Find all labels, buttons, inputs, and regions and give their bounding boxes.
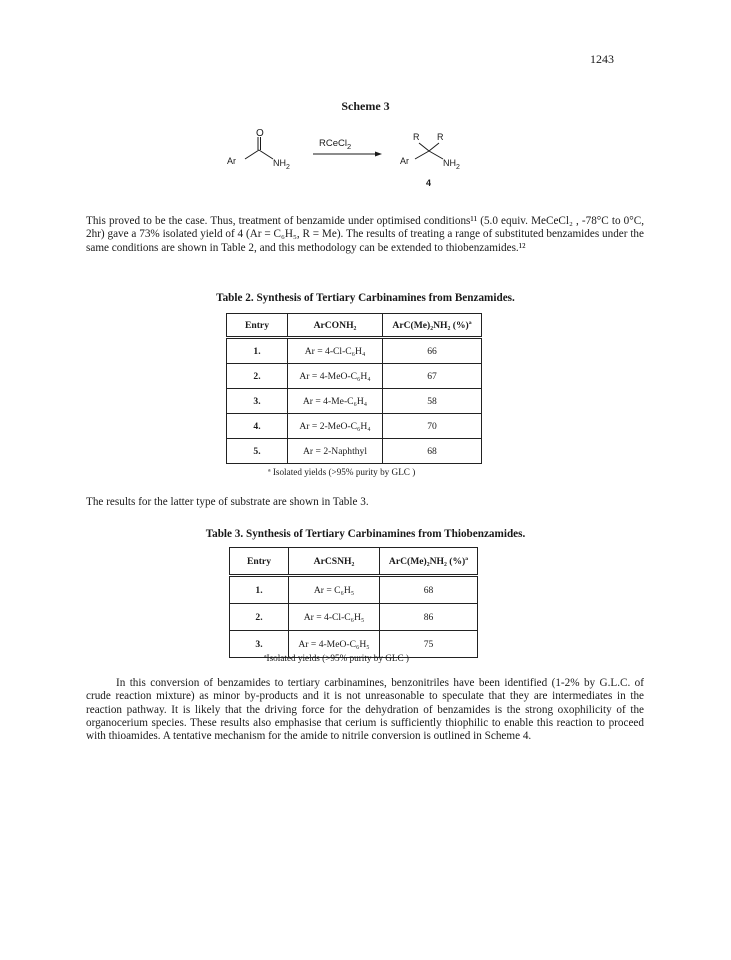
table-row	[230, 604, 478, 631]
entry-cell: 3.	[230, 631, 289, 658]
header-entry: Entry	[227, 314, 288, 338]
substrate-cell: Ar = 4-Me-C₆H₄	[288, 389, 383, 414]
entry-cell: 5.	[227, 439, 288, 464]
carbinamine-structure	[415, 143, 443, 159]
table-row	[227, 414, 482, 439]
arrow-head-icon	[375, 152, 382, 157]
entry-cell: 4.	[227, 414, 288, 439]
paragraph-3: In this conversion of benzamides to tertiary carbinamines, benzonitriles have been identified (1-2% by G.L.C. of crude reaction mixture) as minor by-products and it is not unreasonable to speculate that they are intermediates in the reaction pathway. It is likely that the driving force for the dehydration of benzamides is the strong oxophilicity of the organocerium species. These results also emphasise that cerium is sufficiently thiophilic to enable this reaction to proceed with thioamides. A tentative mechanism for the amide to nitrile conversion is outlined in Scheme 4.	[86, 677, 644, 743]
entry-cell: 1.	[230, 576, 289, 604]
entry-cell: 2.	[230, 604, 289, 631]
scheme-3-diagram	[215, 124, 495, 204]
amide-structure	[245, 137, 273, 159]
yield-cell: 58	[383, 389, 482, 414]
yield-cell: 68	[380, 576, 478, 604]
ar-label: Ar	[227, 156, 236, 166]
table-header-row	[227, 314, 482, 338]
reagent-label: RCeCl$_2$	[319, 138, 352, 151]
substrate-cell: Ar = 2-MeO-C₆H₄	[288, 414, 383, 439]
nh2-label: $NH_2$	[273, 158, 290, 171]
header-substrate: ArCONH₂	[288, 314, 383, 338]
yield-cell: 75	[380, 631, 478, 658]
substrate-cell: Ar = 4-Cl-C₆H₅	[289, 604, 380, 631]
compound-label: 4	[426, 178, 432, 188]
entry-cell: 1.	[227, 338, 288, 364]
table-row	[227, 364, 482, 389]
yield-cell: 68	[383, 439, 482, 464]
substrate-cell: Ar = 4-MeO-C₆H₅	[289, 631, 380, 658]
ar-label-product: Ar	[400, 156, 409, 166]
yield-cell: 66	[383, 338, 482, 364]
table-3-title: Table 3. Synthesis of Tertiary Carbinamines from Thiobenzamides.	[205, 528, 526, 540]
table-2	[226, 313, 482, 464]
table-2-footnote: ª Isolated yields (>95% purity by GLC )	[268, 467, 416, 477]
table-row	[230, 576, 478, 604]
header-entry: Entry	[230, 548, 289, 576]
yield-cell: 67	[383, 364, 482, 389]
paragraph-2: The results for the latter type of substrate are shown in Table 3.	[86, 496, 369, 508]
nh2-label-product: $NH_2$	[443, 158, 460, 171]
table-3-footnote: ªIsolated yields (>95% purity by GLC )	[264, 653, 409, 663]
entry-cell: 2.	[227, 364, 288, 389]
substrate-cell: Ar = 2-Naphthyl	[288, 439, 383, 464]
table-2-title: Table 2. Synthesis of Tertiary Carbinamines from Benzamides.	[216, 292, 515, 304]
page-number: 1243	[590, 52, 614, 66]
header-yield: ArC(Me)₂NH₂ (%)ª	[380, 548, 478, 576]
scheme-title: Scheme 3	[341, 99, 390, 113]
oxygen-label: O	[256, 128, 264, 139]
table-row	[227, 338, 482, 364]
table-3	[229, 547, 478, 658]
yield-cell: 70	[383, 414, 482, 439]
table-row	[227, 439, 482, 464]
table-header-row	[230, 548, 478, 576]
r-label-right: R	[437, 132, 444, 142]
yield-cell: 86	[380, 604, 478, 631]
entry-cell: 3.	[227, 389, 288, 414]
r-label-left: R	[413, 132, 420, 142]
substrate-cell: Ar = 4-Cl-C₆H₄	[288, 338, 383, 364]
substrate-cell: Ar = C₆H₅	[289, 576, 380, 604]
header-substrate: ArCSNH₂	[289, 548, 380, 576]
header-yield: ArC(Me)₂NH₂ (%)ª	[383, 314, 482, 338]
substrate-cell: Ar = 4-MeO-C₆H₄	[288, 364, 383, 389]
table-row	[227, 389, 482, 414]
paragraph-1: This proved to be the case. Thus, treatment of benzamide under optimised conditions¹¹ (5.0 equiv. MeCeCl₂ , -78°C to 0°C, 2hr) gave a 73% isolated yield of 4 (Ar = C₆H₅, R = Me). The results of treating a range of substituted benzamides under the same conditions are shown in Table 2, and this methodology can be extended to thiobenzamides.¹²	[86, 215, 644, 254]
